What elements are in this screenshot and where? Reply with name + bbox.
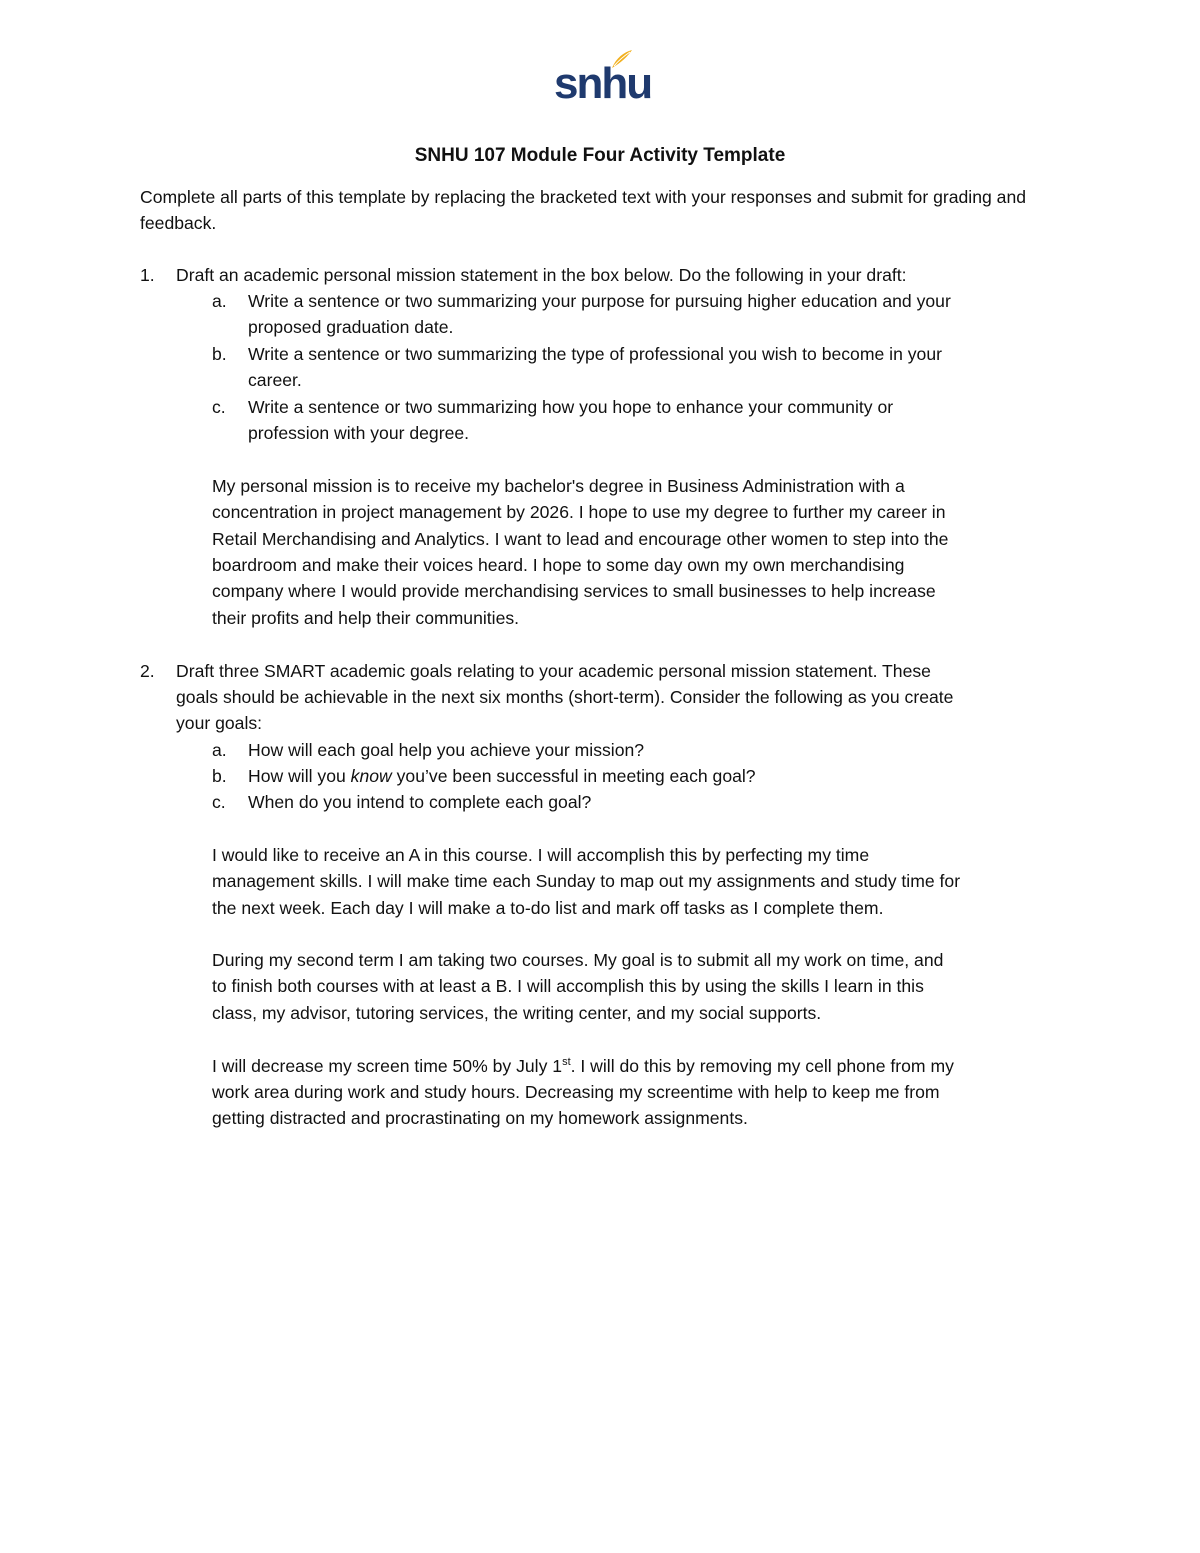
- snhu-logo: [554, 48, 652, 110]
- q2-item-c-text: When do you intend to complete each goal?: [248, 792, 592, 812]
- goal1-line: management skills. I will make time each Sunday to map out my assignments and study time for: [212, 871, 961, 891]
- intro-paragraph: Complete all parts of this template by replacing the bracketed text with your responses and submit for grading and feedback.: [140, 187, 1027, 234]
- goal3-line: getting distracted and procrastinating on my homework assignments.: [212, 1108, 748, 1128]
- q1-answer-line: concentration in project management by 2026. I hope to use my degree to further my career in: [212, 502, 946, 522]
- q1-item-a-letter: a.: [212, 291, 227, 311]
- q2-item-b-before: How will you: [248, 766, 351, 786]
- q2-item-b-letter: b.: [212, 766, 227, 786]
- q2-item-a-text: How will each goal help you achieve your mission?: [248, 740, 645, 760]
- goal1-line: I would like to receive an A in this course. I will accomplish this by perfecting my time: [212, 845, 870, 865]
- q1-answer-line: boardroom and make their voices heard. I hope to some day own my own merchandising: [212, 555, 905, 575]
- goal3-ordinal-suffix: st: [562, 1056, 571, 1069]
- q2-item-c-letter: c.: [212, 792, 226, 812]
- goal3-line1-before: I will decrease my screen time 50% by July 1: [212, 1056, 563, 1076]
- q1-answer-line: their profits and help their communities.: [212, 608, 520, 628]
- goal3-line1-after: . I will do this by removing my cell phone from my: [570, 1056, 954, 1076]
- goal2-line: class, my advisor, tutoring services, the writing center, and my social supports.: [212, 1003, 822, 1023]
- q2-item-a-letter: a.: [212, 740, 227, 760]
- logo-text: snhu: [554, 59, 652, 108]
- q1-answer-line: My personal mission is to receive my bachelor's degree in Business Administration with a: [212, 476, 905, 496]
- q1-item-c-line1: Write a sentence or two summarizing how you hope to enhance your community or: [248, 397, 894, 417]
- q1-item-a-line1: Write a sentence or two summarizing your purpose for pursuing higher education and your: [248, 291, 951, 311]
- q1-item-b-line1: Write a sentence or two summarizing the type of professional you wish to become in your: [248, 344, 942, 364]
- q1-item-c-letter: c.: [212, 397, 226, 417]
- leaf-icon: [610, 48, 634, 70]
- q2-prompt-line: goals should be achievable in the next six months (short-term). Consider the following as you create: [176, 687, 954, 707]
- q2-prompt-line: Draft three SMART academic goals relating to your academic personal mission statement. These: [176, 661, 931, 681]
- q1-answer-line: Retail Merchandising and Analytics. I want to lead and encourage other women to step into the: [212, 529, 949, 549]
- q1-item-b-line2: career.: [248, 370, 302, 390]
- q1-number: 1.: [140, 265, 155, 285]
- goal2-line: to finish both courses with at least a B. I will accomplish this by using the skills I learn in this: [212, 976, 924, 996]
- q2-number: 2.: [140, 661, 155, 681]
- q1-prompt: Draft an academic personal mission statement in the box below. Do the following in your draft:: [176, 265, 907, 285]
- q1-item-a-line2: proposed graduation date.: [248, 317, 454, 337]
- q2-item-b-text: [248, 763, 1068, 789]
- q1-item-b-letter: b.: [212, 344, 227, 364]
- q2-prompt-line: your goals:: [176, 713, 263, 733]
- q2-item-b-emphasis: know: [350, 766, 392, 786]
- page-title: SNHU 107 Module Four Activity Template: [414, 145, 786, 166]
- goal1-line: the next week. Each day I will make a to-do list and mark off tasks as I complete them.: [212, 898, 884, 918]
- q1-answer-line: company where I would provide merchandising services to small businesses to help increase: [212, 581, 936, 601]
- q2-item-b-after: you’ve been successful in meeting each goal?: [391, 766, 756, 786]
- q1-item-c-line2: profession with your degree.: [248, 423, 470, 443]
- goal3-line: [212, 1053, 1072, 1079]
- goal2-line: During my second term I am taking two courses. My goal is to submit all my work on time, and: [212, 950, 944, 970]
- goal3-line: work area during work and study hours. Decreasing my screentime with help to keep me from: [212, 1082, 940, 1102]
